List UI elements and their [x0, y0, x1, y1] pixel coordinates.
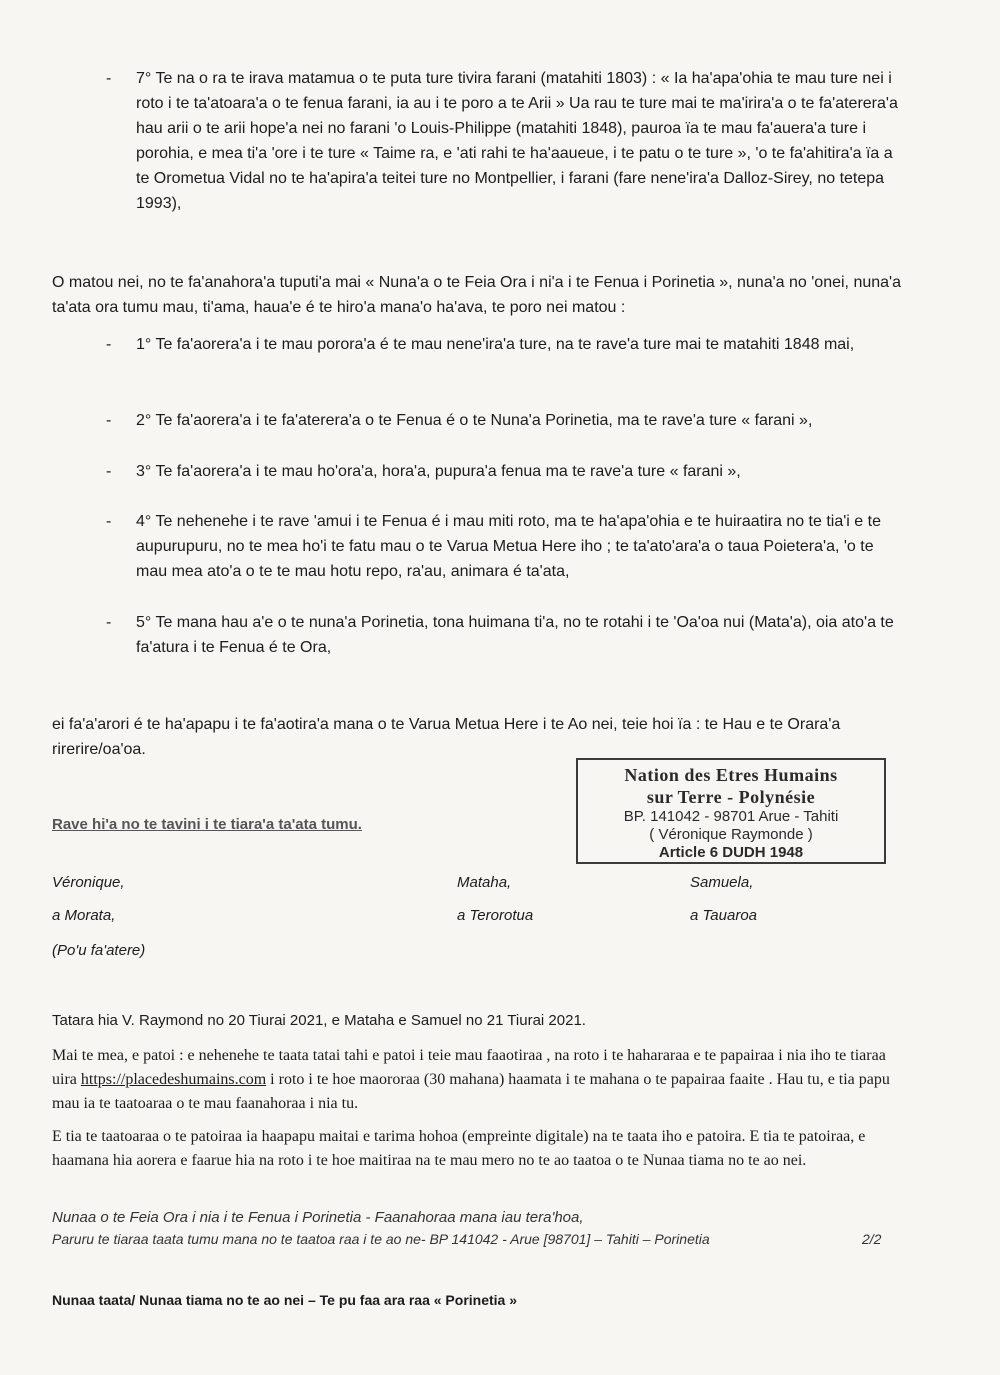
footer-line-2: Paruru te tiaraa taata tumu mana no te taatoa raa i te ao ne- BP 141042 - Arue [98701] – Tahiti – Porinetia: [52, 1231, 710, 1247]
stamp-line-5: Article 6 DUDH 1948: [658, 844, 804, 861]
list-bullet: -: [106, 513, 112, 530]
signatory-2-name: Mataha,: [457, 874, 512, 891]
list-item-text: 2° Te fa'aorera'a i te fa'aterera'a o te Fenua é o te Nuna'a Porinetia, ma te rave'a ture « farani »,: [136, 412, 813, 429]
signature-heading: Rave hi'a no te tavini i te tiara'a ta'ata tumu.: [52, 816, 362, 833]
list-item-text: 5° Te mana hau a'e o te nuna'a Porinetia, tona huimana ti'a, no te rotahi i te 'Oa'oa nui (Mata'a), oia ato'a te fa'atura i te Fenua é te Ora,: [136, 614, 894, 656]
list-item-text: 1° Te fa'aorera'a i te mau porora'a é te mau nene'ira'a ture, na te rave'a ture mai te matahiti 1848 mai,: [136, 336, 855, 353]
stamp-line-4: ( Véronique Raymonde ): [649, 826, 813, 843]
list-bullet: -: [106, 614, 112, 631]
list-item-text: 4° Te nehenehe i te rave 'amui i te Fenua é i mau miti roto, ma te ha'apa'ohia e te huiraatira no te tia'i e te aupurupuru, no te mea ho'i te fatu mau o te Varua Metua Here iho ; te ta'ato'ara'a o taua Poietera'a, 'o te mau mea ato'a o te te mau hotu repo, ra'au, animara é ta'ata,: [136, 513, 881, 580]
list-item-text: 3° Te fa'aorera'a i te mau ho'ora'a, hora'a, pupura'a fenua ma te rave'a ture « farani »,: [136, 463, 741, 480]
page-number: 2/2: [862, 1231, 882, 1247]
objection-text-start: Mai te mea, e patoi : e nehenehe te taata tatai tahi e patoi i teie mau faaotiraa , na roto i te hahararaa e te papairaa i nia iho te tiaraa uira: [52, 1047, 886, 1088]
signed-note: Tatara hia V. Raymond no 20 Tiurai 2021, e Mataha e Samuel no 21 Tiurai 2021.: [52, 1012, 586, 1029]
official-stamp: [576, 758, 886, 864]
list-item-text: 7° Te na o ra te irava matamua o te puta ture tivira farani (matahiti 1803) : « Ia ha'apa'ohia te mau ture nei i roto i te ta'atoara'a o te fenua farani, ia au i te poro a te Arii » Ua rau te ture mai te ma'irira'a o te fa'aterera'a hau arii o te arii hope'a nei no farani 'o Louis-Philippe (matahiti 1848), pauroa ïa te mau fa'auera'a ture i porohia, e mea ti'a 'ore i te ture « Taime ra, e 'ati rahi te ha'aaueue, i te patu o te ture », 'o te fa'ahitira'a ïa a te Orometua Vidal no te ha'apira'a teitei ture no Montpellier, i farani (fare nene'ira'a Dalloz-Sirey, no tetepa 1993),: [136, 70, 898, 212]
website-link[interactable]: https://placedeshumains.com: [80, 1071, 267, 1088]
list-bullet: -: [106, 412, 112, 429]
stamp-line-3: BP. 141042 - 98701 Arue - Tahiti: [623, 808, 839, 825]
footer-line-1: Nunaa o te Feia Ora i nia i te Fenua i Porinetia - Faanahoraa mana iau tera'hoa,: [52, 1209, 584, 1226]
signatory-3-place: a Tauaroa: [690, 907, 758, 924]
signatory-1-role: (Po'u fa'atere): [52, 942, 146, 959]
stamp-line-2: sur Terre - Polynésie: [646, 787, 816, 807]
declaration-paragraph: O matou nei, no te fa'anahora'a tuputi'a mai « Nuna'a o te Feia Ora i ni'a i te Fenua i Porinetia », nuna'a no 'onei, nuna'a ta'ata ora tumu mau, ti'ama, haua'e é te hiro'a mana'o ha'ava, te poro nei matou :: [52, 274, 901, 316]
signatory-1-name: Véronique,: [52, 874, 125, 891]
objection-paragraph: [52, 1044, 897, 1116]
bottom-line: Nunaa taata/ Nunaa tiama no te ao nei – Te pu faa ara raa « Porinetia »: [52, 1292, 518, 1308]
objection-text-end: i roto i te hoe maororaa (30 mahana) haamata i te mahana o te papairaa faaite . Hau tu, e tia papu mau ia te taatoaraa o te mau faanahoraa i nia tu.: [52, 1071, 890, 1112]
signatory-2-place: a Terorotua: [457, 907, 534, 924]
list-bullet: -: [106, 70, 112, 87]
signature-paragraph: E tia te taatoaraa o te patoiraa ia haapapu maitai e tarima hohoa (empreinte digitale) na te taata iho e patoira. E tia te patoiraa, e haamana hia aorera e faarue hia na roto i te hoe maitiraa na te mau mero no te ao taatoa o te Nunaa tiama no te ao nei.: [52, 1128, 866, 1169]
list-bullet: -: [106, 336, 112, 353]
signatory-1-place: a Morata,: [52, 907, 116, 924]
stamp-line-1: Nation des Etres Humains: [624, 765, 838, 785]
closing-paragraph: ei fa'a'arori é te ha'apapu i te fa'aotira'a mana o te Varua Metua Here i te Ao nei, teie hoi ïa : te Hau e te Orara'a rirerire/oa'oa.: [52, 716, 841, 758]
signatory-3-name: Samuela,: [690, 874, 754, 891]
list-bullet: -: [106, 463, 112, 480]
